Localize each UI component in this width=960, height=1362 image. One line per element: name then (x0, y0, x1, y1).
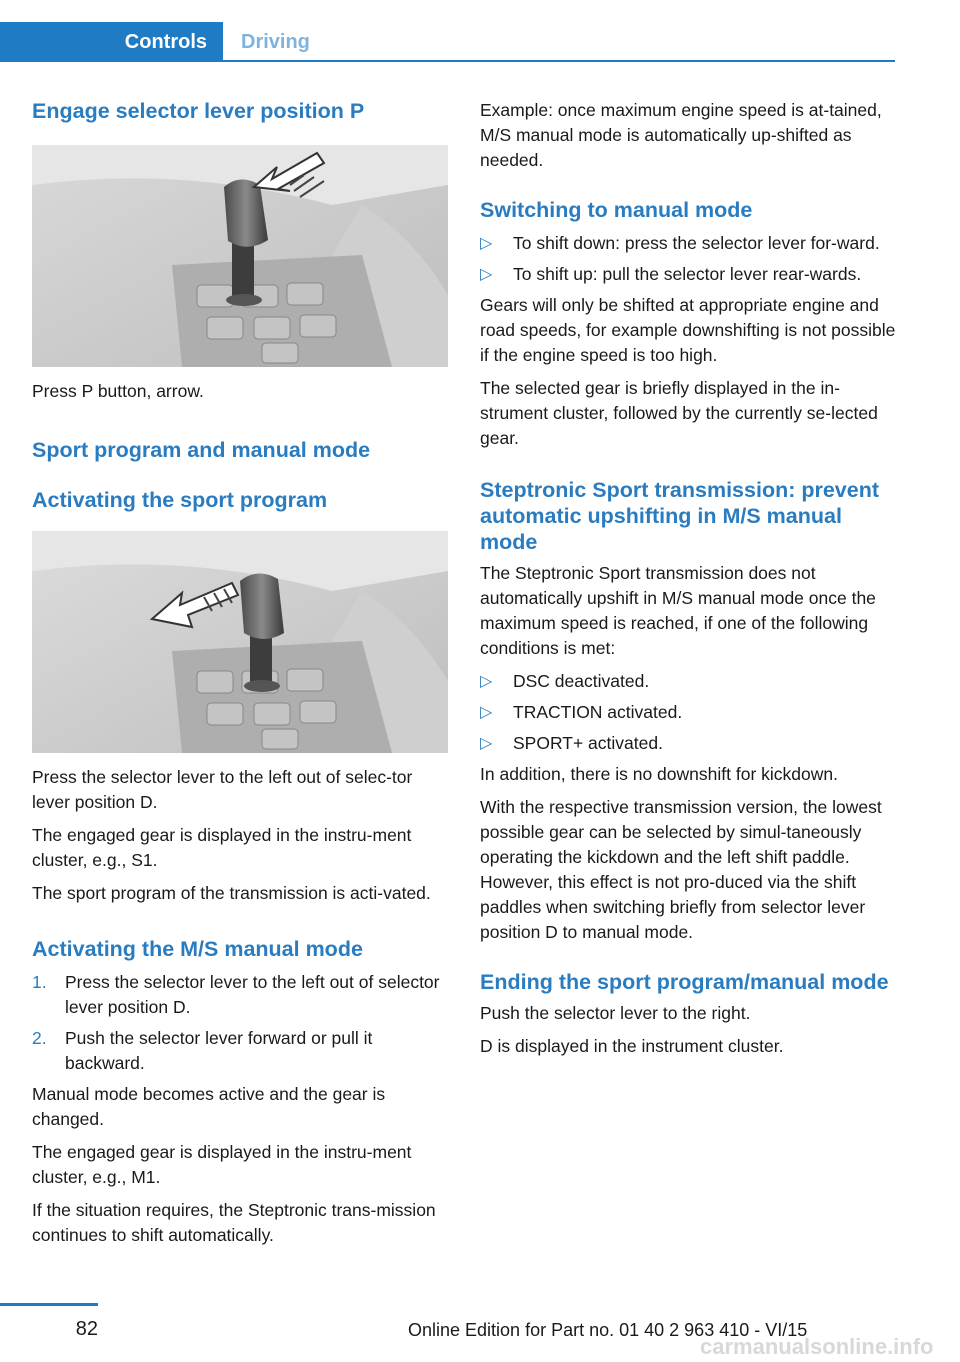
text-sport-1: Press the selector lever to the left out of selec-tor lever position D. (32, 767, 413, 812)
edition-note: Online Edition for Part no. 01 40 2 963 410 - VI/15 (408, 1320, 808, 1340)
triangle-bullet-icon: ▷ (480, 235, 493, 252)
step-number: 1. (32, 972, 47, 992)
conditions-list (480, 669, 896, 756)
text-steptronic: The Steptronic Sport transmission does not automatically upshift in M/S manual mode once the maximum speed is reached, if one of the following conditions is met: (480, 563, 876, 658)
left-column (32, 98, 450, 1256)
triangle-bullet-icon: ▷ (480, 735, 493, 752)
page-number: 82 (75, 1318, 98, 1340)
watermark: carmanualsonline.info (700, 1334, 934, 1359)
page-header (0, 22, 895, 62)
text-ms-1: Manual mode becomes active and the gear is changed. (32, 1084, 386, 1129)
text-ms-2: The engaged gear is displayed in the instru-ment cluster, e.g., M1. (32, 1142, 412, 1187)
selector-lever-left-illustration (32, 531, 448, 753)
text-gears: Gears will only be shifted at appropriate engine and road speeds, for example downshifting is not possible if the engine speed is too high. (480, 295, 896, 365)
heading-activate-ms: Activating the M/S manual mode (32, 937, 363, 961)
heading-switch-manual: Switching to manual mode (480, 198, 753, 222)
tab-driving[interactable]: Driving (241, 30, 310, 53)
text-kickdown: In addition, there is no downshift for kickdown. (480, 764, 838, 784)
heading-sport-manual: Sport program and manual mode (32, 438, 371, 462)
list-item: 1. Press the selector lever to the left out of selector lever position D. (32, 972, 440, 1017)
list-item: ▷ TRACTION activated. (480, 700, 896, 725)
footer-rule (0, 1303, 98, 1306)
text-respective-version: With the respective transmission version, the lowest possible gear can be selected by simul-taneously operating the kickdown and the left shift paddle. However, this effect is not pro-duced via the shift paddles when switching briefly from selector lever position D to manual mode. (480, 797, 882, 942)
text-push-right: Push the selector lever to the right. (480, 1003, 751, 1023)
header-rule (223, 60, 895, 62)
text-ms-3: If the situation requires, the Steptronic trans-mission continues to shift automatically. (32, 1200, 436, 1245)
list-item: ▷ To shift up: pull the selector lever rear-wards. (480, 262, 896, 287)
list-item: ▷ To shift down: press the selector lever for-ward. (480, 231, 896, 256)
list-item: ▷ SPORT+ activated. (480, 731, 896, 756)
triangle-bullet-icon: ▷ (480, 266, 493, 283)
ms-steps-list (32, 970, 450, 1076)
triangle-bullet-icon: ▷ (480, 673, 493, 690)
heading-engage-p: Engage selector lever position P (32, 99, 365, 123)
selector-lever-p-button-illustration (32, 145, 448, 367)
step-number: 2. (32, 1028, 47, 1048)
triangle-bullet-icon: ▷ (480, 704, 493, 721)
text-sport-2: The engaged gear is displayed in the instru-ment cluster, e.g., S1. (32, 825, 412, 870)
list-item: 2. Push the selector lever forward or pull it backward. (32, 1028, 373, 1073)
heading-activate-sport: Activating the sport program (32, 488, 328, 512)
caption-press-p: Press P button, arrow. (32, 381, 204, 401)
heading-ending: Ending the sport program/manual mode (480, 970, 889, 994)
heading-steptronic: Steptronic Sport transmission: prevent automatic upshifting in M/S manual mode (480, 478, 880, 554)
text-example: Example: once maximum engine speed is at-tained, M/S manual mode is automatically up-shifted as needed. (480, 100, 882, 170)
text-d-displayed: D is displayed in the instrument cluster. (480, 1036, 784, 1056)
right-column (480, 98, 896, 1067)
text-selected-gear: The selected gear is briefly displayed in the in-strument cluster, followed by the currently se-lected gear. (480, 378, 878, 448)
tab-controls[interactable]: Controls (0, 22, 223, 62)
switch-bullets-list (480, 231, 896, 287)
list-item: ▷ DSC deactivated. (480, 669, 896, 694)
text-sport-3: The sport program of the transmission is acti-vated. (32, 883, 431, 903)
